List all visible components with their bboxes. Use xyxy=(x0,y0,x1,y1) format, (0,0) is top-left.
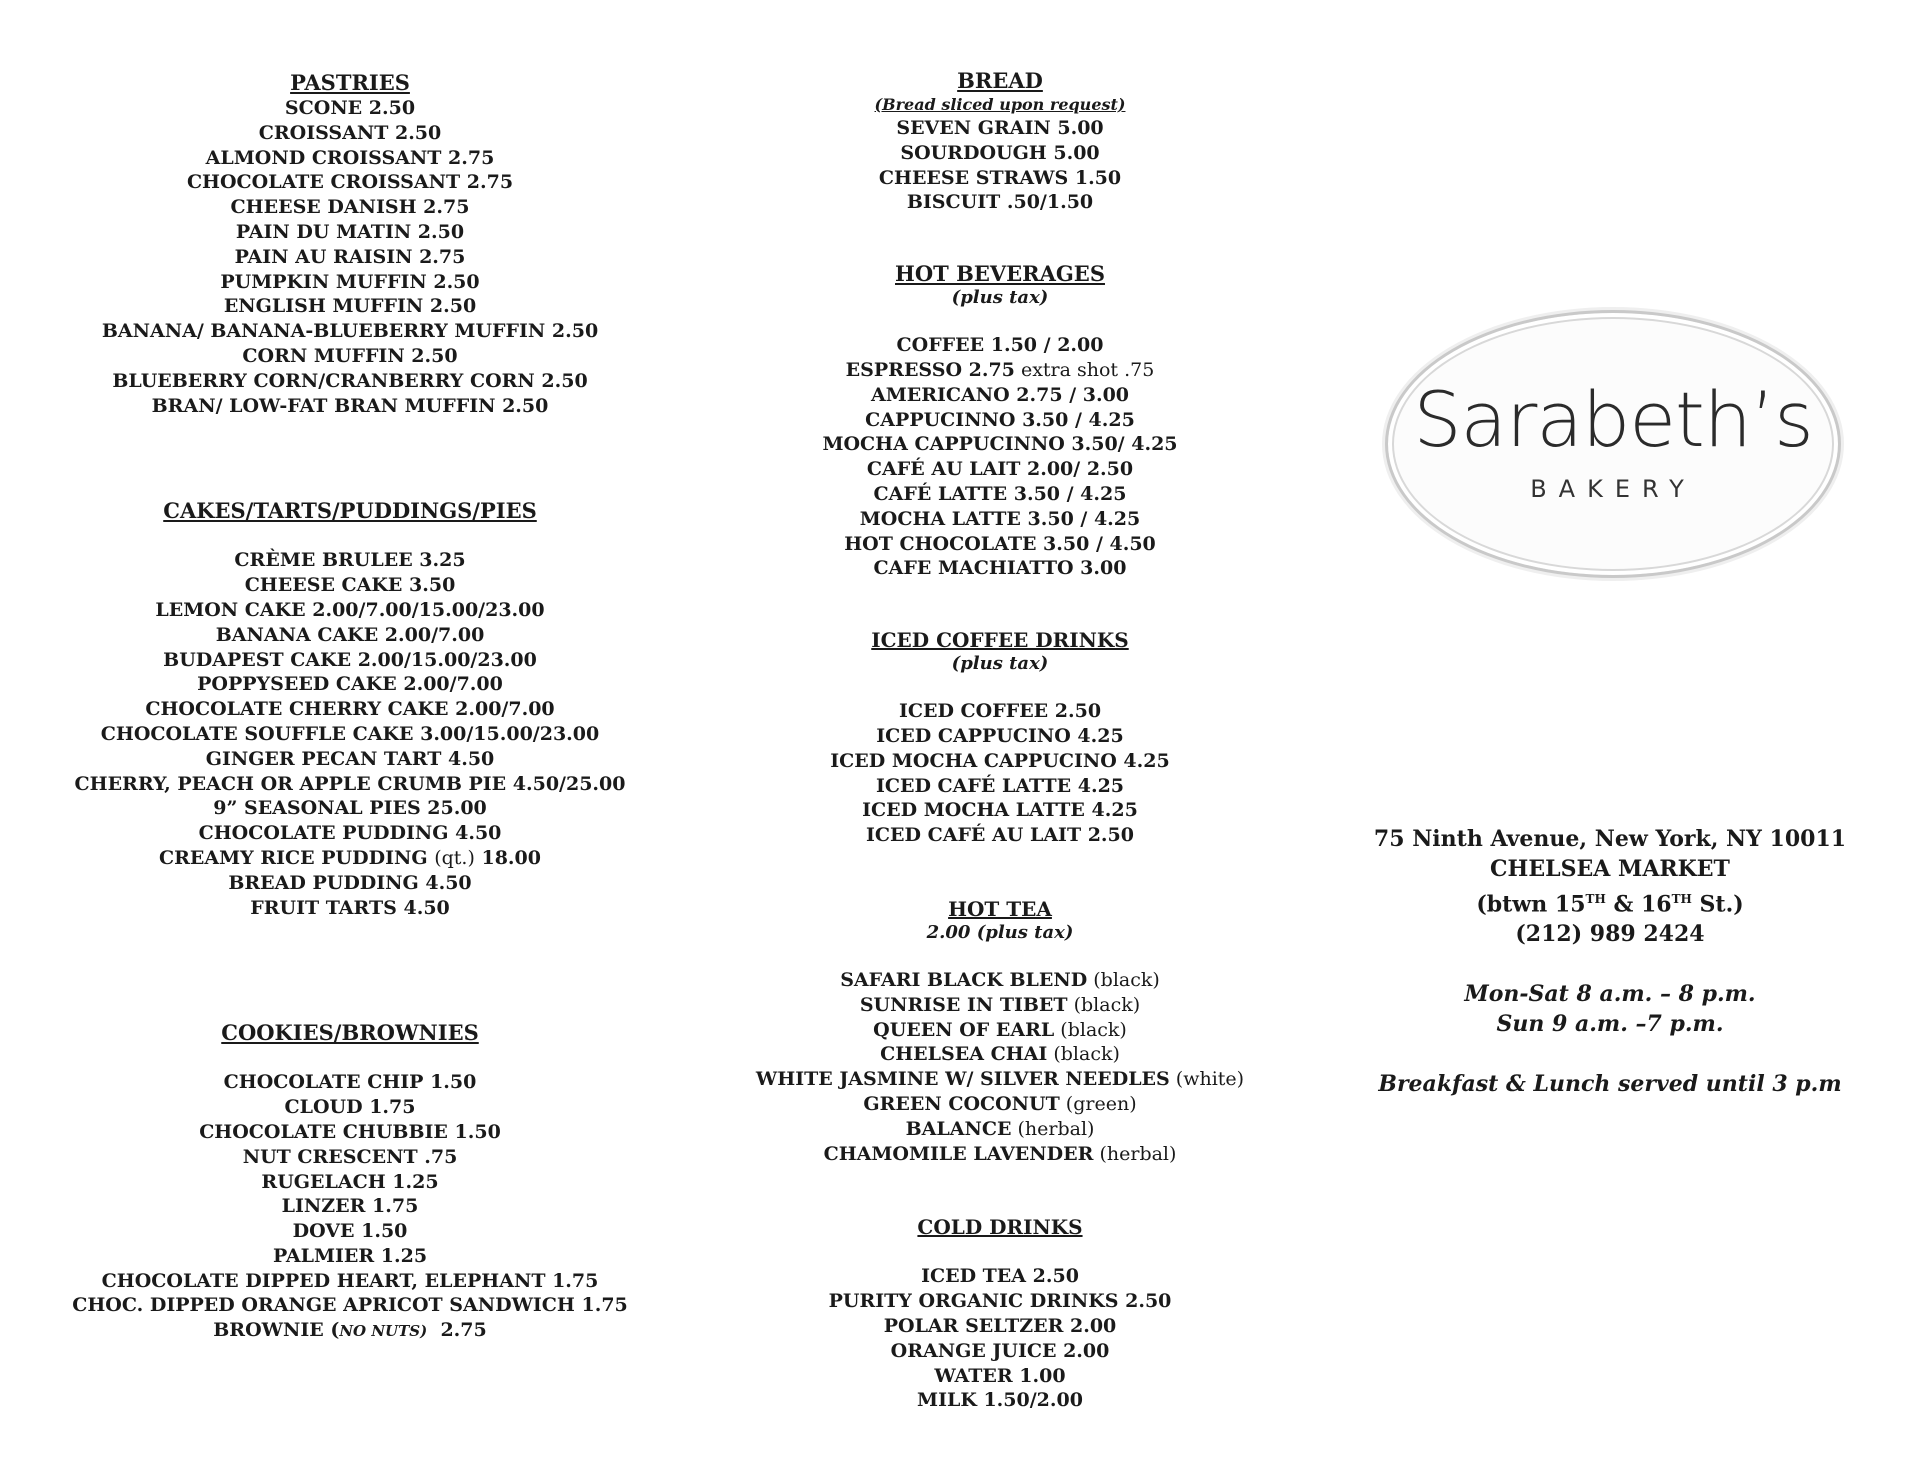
cross-streets-mid: & 16 xyxy=(1605,891,1672,918)
menu-item: GINGER PECAN TART 4.50 xyxy=(205,747,495,770)
menu-item xyxy=(700,968,1300,993)
menu-item: ICED CAPPUCINO 4.25 xyxy=(876,724,1124,747)
cold-drinks-heading: COLD DRINKS xyxy=(917,1215,1083,1240)
bakery-logo xyxy=(1385,310,1841,578)
logo-subtitle: BAKERY xyxy=(1530,475,1696,503)
tea-name: CHAMOMILE LAVENDER xyxy=(823,1142,1094,1165)
item-name: BROWNIE ( xyxy=(213,1319,340,1342)
market-name: CHELSEA MARKET xyxy=(1490,856,1730,882)
menu-item: PUMPKIN MUFFIN 2.50 xyxy=(220,270,480,293)
menu-item xyxy=(700,1042,1300,1067)
menu-item: ICED COFFEE 2.50 xyxy=(898,700,1102,723)
menu-item: PURITY ORGANIC DRINKS 2.50 xyxy=(828,1290,1172,1313)
cakes-list xyxy=(40,548,660,920)
menu-item: AMERICANO 2.75 / 3.00 xyxy=(870,383,1130,406)
menu-item: BANANA CAKE 2.00/7.00 xyxy=(215,623,485,646)
hours-sunday: Sun 9 a.m. –7 p.m. xyxy=(1496,1011,1724,1038)
menu-item: CHOCOLATE CHERRY CAKE 2.00/7.00 xyxy=(145,698,555,721)
pastries-list xyxy=(40,96,660,418)
menu-item: PAIN AU RAISIN 2.75 xyxy=(234,245,466,268)
menu-item: POLAR SELTZER 2.00 xyxy=(883,1314,1117,1337)
item-price: 18.00 xyxy=(481,846,541,869)
menu-item: PAIN DU MATIN 2.50 xyxy=(235,220,465,243)
tea-type: (white) xyxy=(1169,1068,1245,1091)
tea-type: (black) xyxy=(1087,968,1160,991)
cookies-list xyxy=(40,1070,660,1344)
menu-item: CAFE MACHIATTO 3.00 xyxy=(873,557,1127,580)
menu-item xyxy=(700,1067,1300,1092)
menu-item: BUDAPEST CAKE 2.00/15.00/23.00 xyxy=(163,648,537,671)
tea-name: CHELSEA CHAI xyxy=(880,1043,1048,1066)
menu-item: ICED MOCHA LATTE 4.25 xyxy=(862,799,1138,822)
cookies-heading: COOKIES/BROWNIES xyxy=(221,1020,479,1046)
menu-item: CROISSANT 2.50 xyxy=(258,121,442,144)
menu-item: SCONE 2.50 xyxy=(284,97,416,119)
bread-heading: BREAD xyxy=(957,68,1043,93)
menu-item: CHOCOLATE PUDDING 4.50 xyxy=(198,822,502,845)
menu-item: WATER 1.00 xyxy=(934,1364,1066,1387)
iced-coffee-note: (plus tax) xyxy=(951,653,1049,675)
menu-item: ALMOND CROISSANT 2.75 xyxy=(205,146,495,169)
tea-name: GREEN COCONUT xyxy=(863,1092,1060,1115)
menu-item: CHOCOLATE CROISSANT 2.75 xyxy=(186,171,514,194)
hot-tea-heading: HOT TEA xyxy=(948,896,1052,921)
menu-item: MOCHA CAPPUCINNO 3.50/ 4.25 xyxy=(822,433,1178,456)
hot-beverages-heading: HOT BEVERAGES xyxy=(895,261,1105,287)
menu-item xyxy=(700,1142,1300,1167)
menu-item xyxy=(700,993,1300,1018)
item-price: 2.75 xyxy=(427,1319,487,1342)
menu-item: ICED CAFÉ LATTE 4.25 xyxy=(875,774,1125,797)
menu-item: RUGELACH 1.25 xyxy=(261,1170,439,1193)
tea-type: (herbal) xyxy=(1093,1142,1177,1165)
logo-name: Sarabeth’s xyxy=(1413,375,1813,464)
menu-item: CHOCOLATE DIPPED HEART, ELEPHANT 1.75 xyxy=(101,1269,599,1292)
menu-item: NUT CRESCENT .75 xyxy=(242,1145,458,1168)
item-note: NO NUTS) xyxy=(339,1322,428,1341)
menu-item: MILK 1.50/2.00 xyxy=(917,1389,1083,1412)
menu-item: COFFEE 1.50 / 2.00 xyxy=(896,334,1104,357)
tea-name: QUEEN OF EARL xyxy=(873,1018,1055,1041)
menu-item: DOVE 1.50 xyxy=(292,1220,408,1243)
menu-item: ORANGE JUICE 2.00 xyxy=(890,1339,1110,1362)
tea-type: (black) xyxy=(1047,1043,1120,1066)
menu-item: CHEESE STRAWS 1.50 xyxy=(878,166,1122,189)
tea-name: SAFARI BLACK BLEND xyxy=(840,968,1088,991)
middle-column xyxy=(700,68,1300,1413)
item-extra: extra shot .75 xyxy=(1014,358,1155,381)
menu-item: BISCUIT .50/1.50 xyxy=(906,191,1094,214)
iced-coffee-heading: ICED COFFEE DRINKS xyxy=(871,628,1129,653)
menu-item: 9” SEASONAL PIES 25.00 xyxy=(213,797,487,820)
menu-item: ICED MOCHA CAPPUCINO 4.25 xyxy=(830,749,1170,772)
menu-item: POPPYSEED CAKE 2.00/7.00 xyxy=(197,673,503,696)
menu-item: CLOUD 1.75 xyxy=(284,1096,416,1119)
menu-item: CHOC. DIPPED ORANGE APRICOT SANDWICH 1.75 xyxy=(72,1294,628,1317)
menu-item: LEMON CAKE 2.00/7.00/15.00/23.00 xyxy=(155,598,545,621)
tea-type: (herbal) xyxy=(1011,1117,1095,1140)
menu-item: PALMIER 1.25 xyxy=(272,1244,428,1267)
menu-item: ICED TEA 2.50 xyxy=(921,1265,1079,1288)
tea-name: BALANCE xyxy=(905,1117,1012,1140)
ordinal-suffix: TH xyxy=(1585,892,1606,906)
item-name: ESPRESSO 2.75 xyxy=(845,358,1015,381)
menu-item: ICED CAFÉ AU LAIT 2.50 xyxy=(866,824,1134,847)
hot-tea-note: 2.00 (plus tax) xyxy=(926,921,1074,943)
menu-item xyxy=(700,1018,1300,1043)
menu-item: LINZER 1.75 xyxy=(281,1195,419,1218)
menu-item xyxy=(700,1092,1300,1117)
menu-item: SEVEN GRAIN 5.00 xyxy=(896,117,1104,139)
menu-item: HOT CHOCOLATE 3.50 / 4.50 xyxy=(844,532,1156,555)
hot-beverages-note: (plus tax) xyxy=(951,287,1049,309)
address: 75 Ninth Avenue, New York, NY 10011 xyxy=(1373,826,1847,852)
menu-item xyxy=(40,1318,660,1344)
menu-item: CRÈME BRULEE 3.25 xyxy=(234,549,466,572)
menu-item: SOURDOUGH 5.00 xyxy=(900,141,1100,164)
menu-item xyxy=(40,846,660,871)
pastries-heading: PASTRIES xyxy=(290,70,410,95)
menu-item: CAFÉ AU LAIT 2.00/ 2.50 xyxy=(866,458,1134,481)
menu-item: FRUIT TARTS 4.50 xyxy=(250,896,450,919)
phone-number: (212) 989 2424 xyxy=(1515,921,1705,948)
menu-item: BLUEBERRY CORN/CRANBERRY CORN 2.50 xyxy=(112,369,588,392)
menu-item: BREAD PUDDING 4.50 xyxy=(228,871,472,894)
cross-streets xyxy=(1340,884,1880,919)
menu-item: CHOCOLATE CHIP 1.50 xyxy=(223,1071,477,1094)
breakfast-note: Breakfast & Lunch served until 3 p.m xyxy=(1378,1071,1842,1098)
menu-item: MOCHA LATTE 3.50 / 4.25 xyxy=(859,507,1141,530)
right-column xyxy=(1340,0,1880,1484)
item-unit: (qt.) xyxy=(434,846,475,869)
menu-item: CAFÉ LATTE 3.50 / 4.25 xyxy=(873,482,1127,505)
contact-info xyxy=(1340,824,1880,1099)
menu-item: CHEESE CAKE 3.50 xyxy=(244,574,456,597)
menu-item: CHEESE DANISH 2.75 xyxy=(230,196,470,219)
bread-note: (Bread sliced upon request) xyxy=(874,95,1126,114)
menu-item: ENGLISH MUFFIN 2.50 xyxy=(223,295,477,318)
menu-item: BANANA/ BANANA-BLUEBERRY MUFFIN 2.50 xyxy=(101,320,599,343)
menu-item xyxy=(700,358,1300,383)
menu-item: CAPPUCINNO 3.50 / 4.25 xyxy=(865,408,1135,431)
tea-name: SUNRISE IN TIBET xyxy=(859,993,1068,1016)
tea-type: (black) xyxy=(1054,1018,1127,1041)
menu-item xyxy=(700,1117,1300,1142)
item-name: CREAMY RICE PUDDING xyxy=(159,846,428,869)
left-column xyxy=(40,70,660,1344)
tea-type: (black) xyxy=(1067,993,1141,1016)
ordinal-suffix: TH xyxy=(1671,892,1692,906)
cross-streets-pre: (btwn 15 xyxy=(1476,891,1586,918)
cakes-heading: CAKES/TARTS/PUDDINGS/PIES xyxy=(163,498,537,524)
menu-item: CHERRY, PEACH OR APPLE CRUMB PIE 4.50/25.00 xyxy=(74,772,626,795)
tea-type: (green) xyxy=(1059,1092,1137,1115)
menu-item: CHOCOLATE SOUFFLE CAKE 3.00/15.00/23.00 xyxy=(100,722,600,745)
cross-streets-post: St.) xyxy=(1691,891,1744,918)
menu-item: CORN MUFFIN 2.50 xyxy=(242,344,458,367)
menu-item: BRAN/ LOW-FAT BRAN MUFFIN 2.50 xyxy=(151,394,549,417)
tea-name: WHITE JASMINE W/ SILVER NEEDLES xyxy=(755,1068,1170,1091)
hours-weekday: Mon-Sat 8 a.m. – 8 p.m. xyxy=(1464,981,1756,1008)
menu-item: CHOCOLATE CHUBBIE 1.50 xyxy=(199,1120,501,1143)
